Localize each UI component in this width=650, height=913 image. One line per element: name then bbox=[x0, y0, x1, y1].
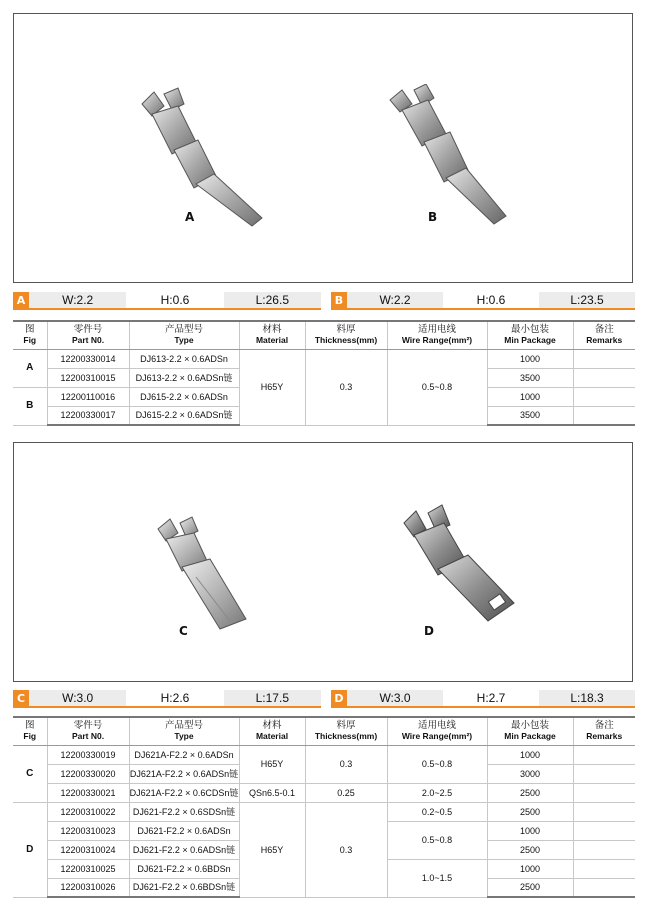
material-cell: H65Y bbox=[239, 745, 305, 783]
part-number: 12200330019 bbox=[47, 745, 129, 764]
min-package: 3500 bbox=[487, 368, 573, 387]
min-package: 2500 bbox=[487, 802, 573, 821]
header-part: 零件号 Part N0. bbox=[47, 321, 129, 349]
fig-cell-a: A bbox=[13, 349, 47, 387]
spec-table-ab bbox=[13, 320, 635, 426]
min-package: 1000 bbox=[487, 387, 573, 406]
product-type: DJ613-2.2 × 0.6ADSn链 bbox=[129, 368, 239, 387]
dim-bar-d bbox=[331, 690, 635, 706]
remarks-cell bbox=[573, 802, 635, 821]
dim-width-a: W:2.2 bbox=[29, 292, 126, 308]
dim-rule-b bbox=[331, 308, 635, 310]
product-type: DJ613-2.2 × 0.6ADSn bbox=[129, 349, 239, 368]
dim-rule-c bbox=[13, 706, 321, 708]
remarks-cell bbox=[573, 821, 635, 840]
part-number: 12200310025 bbox=[47, 859, 129, 878]
spec-table-cd bbox=[13, 716, 635, 898]
product-type: DJ621-F2.2 × 0.6SDSn链 bbox=[129, 802, 239, 821]
part-number: 12200310026 bbox=[47, 878, 129, 897]
product-type: DJ621-F2.2 × 0.6BDSn链 bbox=[129, 878, 239, 897]
header-thickness: 料厚 Thickness(mm) bbox=[305, 717, 387, 745]
remarks-cell bbox=[573, 745, 635, 764]
header-fig: 图 Fig bbox=[13, 717, 47, 745]
remarks-cell bbox=[573, 840, 635, 859]
thickness-cell: 0.3 bbox=[305, 802, 387, 897]
product-type: DJ621A-F2.2 × 0.6ADSn bbox=[129, 745, 239, 764]
dim-tag-b: B bbox=[331, 292, 347, 308]
figure-label-c: C bbox=[179, 624, 188, 638]
min-package: 3000 bbox=[487, 764, 573, 783]
min-package: 2500 bbox=[487, 783, 573, 802]
material-cell: H65Y bbox=[239, 349, 305, 425]
header-wire: 适用电线 Wire Range(mm²) bbox=[387, 717, 487, 745]
part-number: 12200310015 bbox=[47, 368, 129, 387]
figure-label-b: B bbox=[428, 210, 438, 224]
thickness-cell: 0.25 bbox=[305, 783, 387, 802]
fig-cell-b: B bbox=[13, 387, 47, 425]
dim-tag-d: D bbox=[331, 690, 347, 706]
dim-length-d: L:18.3 bbox=[539, 690, 635, 706]
figure-label-a: A bbox=[185, 210, 195, 224]
dim-length-c: L:17.5 bbox=[224, 690, 321, 706]
product-type: DJ615-2.2 × 0.6ADSn链 bbox=[129, 406, 239, 425]
min-package: 1000 bbox=[487, 859, 573, 878]
fig-cell-d: D bbox=[13, 802, 47, 897]
header-type: 产品型号 Type bbox=[129, 717, 239, 745]
dim-width-d: W:3.0 bbox=[347, 690, 443, 706]
remarks-cell bbox=[573, 368, 635, 387]
dim-height-c: H:2.6 bbox=[126, 690, 223, 706]
remarks-cell bbox=[573, 878, 635, 897]
dim-tag-a: A bbox=[13, 292, 29, 308]
dim-length-a: L:26.5 bbox=[224, 292, 321, 308]
min-package: 3500 bbox=[487, 406, 573, 425]
dim-bar-b bbox=[331, 292, 635, 308]
header-remarks: 备注 Remarks bbox=[573, 717, 635, 745]
dim-height-a: H:0.6 bbox=[126, 292, 223, 308]
header-material: 材料 Material bbox=[239, 717, 305, 745]
table-row bbox=[13, 802, 635, 821]
part-number: 12200330021 bbox=[47, 783, 129, 802]
figure-label-d: D bbox=[424, 624, 434, 638]
table-row bbox=[13, 349, 635, 368]
min-package: 1000 bbox=[487, 349, 573, 368]
header-part: 零件号 Part N0. bbox=[47, 717, 129, 745]
material-cell: QSn6.5-0.1 bbox=[239, 783, 305, 802]
part-number: 12200110016 bbox=[47, 387, 129, 406]
dim-height-b: H:0.6 bbox=[443, 292, 539, 308]
dim-length-b: L:23.5 bbox=[539, 292, 635, 308]
terminal-c-image bbox=[152, 515, 262, 635]
product-type: DJ621-F2.2 × 0.6BDSn bbox=[129, 859, 239, 878]
dim-bar-a bbox=[13, 292, 321, 308]
header-wire: 适用电线 Wire Range(mm²) bbox=[387, 321, 487, 349]
dim-width-c: W:3.0 bbox=[29, 690, 126, 706]
header-thickness: 料厚 Thickness(mm) bbox=[305, 321, 387, 349]
wire-range-cell: 1.0~1.5 bbox=[387, 859, 487, 897]
header-package: 最小包装 Min Package bbox=[487, 321, 573, 349]
min-package: 1000 bbox=[487, 745, 573, 764]
remarks-cell bbox=[573, 783, 635, 802]
dim-height-d: H:2.7 bbox=[443, 690, 539, 706]
dim-tag-c: C bbox=[13, 690, 29, 706]
terminal-d-image bbox=[394, 499, 534, 629]
header-type: 产品型号 Type bbox=[129, 321, 239, 349]
product-type: DJ621A-F2.2 × 0.6ADSn链 bbox=[129, 764, 239, 783]
fig-cell-c: C bbox=[13, 745, 47, 802]
header-fig: 图 Fig bbox=[13, 321, 47, 349]
dim-rule-d bbox=[331, 706, 635, 708]
wire-range-cell: 0.5~0.8 bbox=[387, 745, 487, 783]
wire-range-cell: 2.0~2.5 bbox=[387, 783, 487, 802]
min-package: 1000 bbox=[487, 821, 573, 840]
product-type: DJ621A-F2.2 × 0.6CDSn链 bbox=[129, 783, 239, 802]
thickness-cell: 0.3 bbox=[305, 349, 387, 425]
wire-range-cell: 0.5~0.8 bbox=[387, 349, 487, 425]
product-type: DJ621-F2.2 × 0.6ADSn bbox=[129, 821, 239, 840]
dim-rule-a bbox=[13, 308, 321, 310]
wire-range-cell: 0.5~0.8 bbox=[387, 821, 487, 859]
header-remarks: 备注 Remarks bbox=[573, 321, 635, 349]
thickness-cell: 0.3 bbox=[305, 745, 387, 783]
min-package: 2500 bbox=[487, 878, 573, 897]
part-number: 12200330020 bbox=[47, 764, 129, 783]
photo-panel-cd bbox=[13, 442, 633, 682]
part-number: 12200330017 bbox=[47, 406, 129, 425]
remarks-cell bbox=[573, 406, 635, 425]
terminal-a-image bbox=[134, 84, 274, 234]
remarks-cell bbox=[573, 349, 635, 368]
part-number: 12200310024 bbox=[47, 840, 129, 859]
part-number: 12200310022 bbox=[47, 802, 129, 821]
material-cell: H65Y bbox=[239, 802, 305, 897]
part-number: 12200330014 bbox=[47, 349, 129, 368]
table-row bbox=[13, 745, 635, 764]
terminal-b-image bbox=[384, 84, 524, 234]
remarks-cell bbox=[573, 387, 635, 406]
min-package: 2500 bbox=[487, 840, 573, 859]
header-package: 最小包装 Min Package bbox=[487, 717, 573, 745]
wire-range-cell: 0.2~0.5 bbox=[387, 802, 487, 821]
product-type: DJ615-2.2 × 0.6ADSn bbox=[129, 387, 239, 406]
product-type: DJ621-F2.2 × 0.6ADSn链 bbox=[129, 840, 239, 859]
table-row bbox=[13, 783, 635, 802]
remarks-cell bbox=[573, 859, 635, 878]
photo-panel-ab bbox=[13, 13, 633, 283]
part-number: 12200310023 bbox=[47, 821, 129, 840]
dim-width-b: W:2.2 bbox=[347, 292, 443, 308]
header-material: 材料 Material bbox=[239, 321, 305, 349]
remarks-cell bbox=[573, 764, 635, 783]
dim-bar-c bbox=[13, 690, 321, 706]
